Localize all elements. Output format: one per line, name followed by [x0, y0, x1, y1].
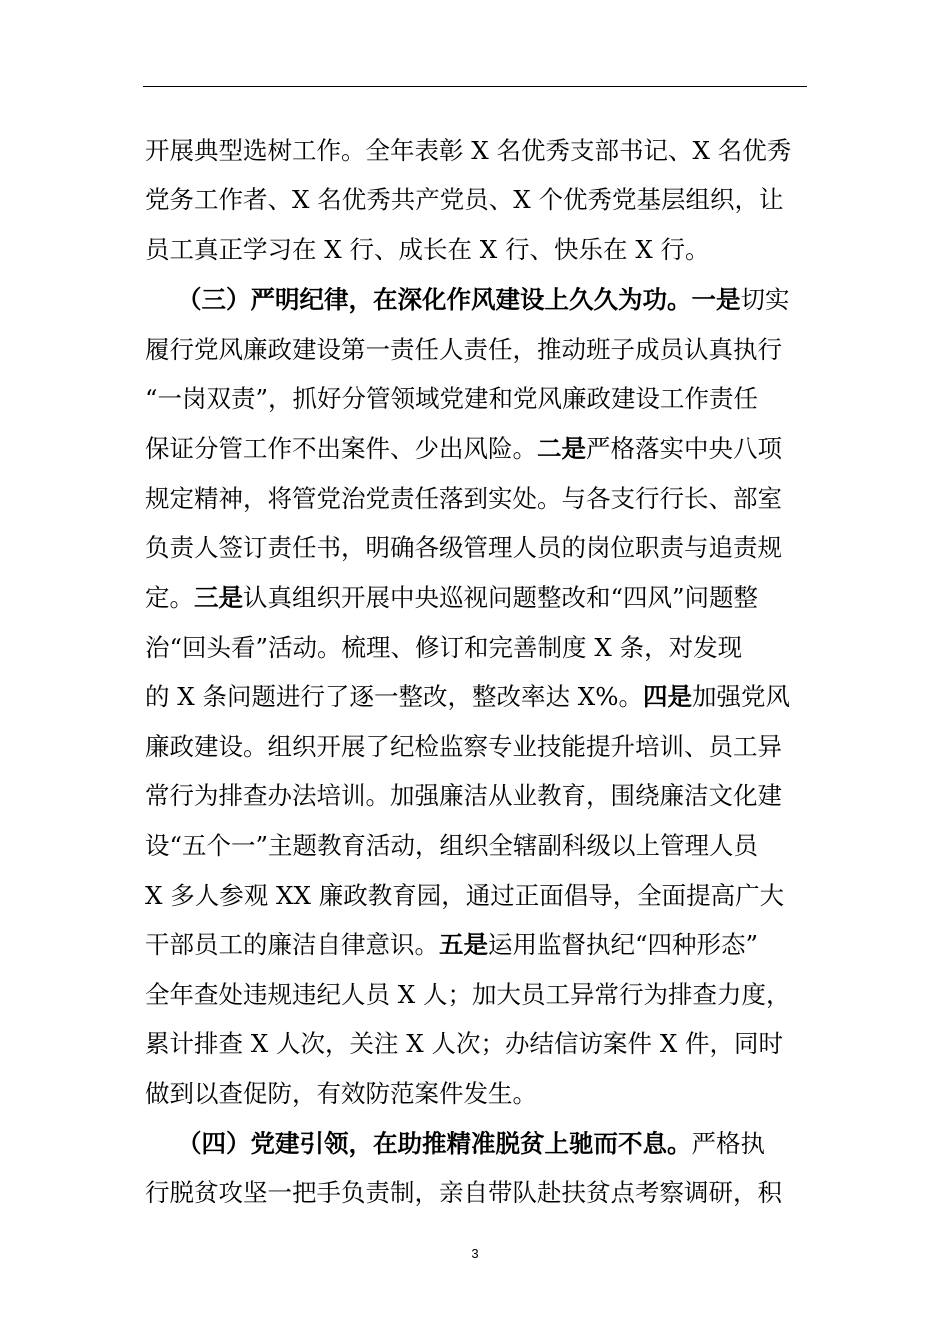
page-number: 3	[471, 1246, 479, 1261]
text-line	[145, 780, 782, 812]
text-line	[145, 184, 783, 216]
text-segment: 行脱贫攻坚一把手负责制，亲自带队赴扶贫点考察调研，积	[145, 1178, 782, 1207]
text-segment: 员工真正学习在 X 行、成长在 X 行、快乐在 X 行。	[145, 235, 710, 264]
text-line	[145, 731, 782, 763]
bold-phrase: （四）党建引领，在助推精准脱贫上驰而不息。	[177, 1129, 692, 1158]
header-rule	[143, 86, 807, 87]
text-segment: 做到以查促防，有效防范案件发生。	[145, 1079, 537, 1108]
text-segment: 开展典型选树工作。全年表彰 X 名优秀支部书记、X 名优秀	[145, 136, 792, 165]
text-line	[145, 1177, 782, 1209]
bold-phrase: （三）严明纪律，在深化作风建设上久久为功。一是	[177, 285, 741, 314]
text-segment: X 多人参观 XX 廉政教育园，通过正面倡导，全面提高广大	[145, 881, 785, 910]
text-segment: 全年查处违规违纪人员 X 人；加大员工异常行为排查力度，	[145, 980, 791, 1009]
text-line	[145, 433, 782, 465]
text-line	[145, 681, 790, 713]
text-segment: 运用监督执纪“四种形态”	[488, 930, 759, 959]
bold-phrase: 三是	[194, 583, 243, 612]
text-segment: 廉政建设。组织开展了纪检监察专业技能提升培训、员工异	[145, 732, 782, 761]
text-segment: 治“回头看”活动。梳理、修订和完善制度 X 条，对发现	[145, 633, 743, 662]
text-line	[145, 1078, 537, 1110]
text-segment: 认真组织开展中央巡视问题整改和“四风”问题整	[243, 583, 759, 612]
text-line	[145, 483, 782, 515]
text-line	[145, 532, 782, 564]
text-segment: 履行党风廉政建设第一责任人责任，推动班子成员认真执行	[145, 335, 782, 364]
text-segment: 常行为排查办法培训。加强廉洁从业教育，围绕廉洁文化建	[145, 781, 782, 810]
text-segment: 保证分管工作不出案件、少出风险。	[145, 434, 537, 463]
text-segment: 负责人签订责任书，明确各级管理人员的岗位职责与追责规	[145, 533, 782, 562]
bold-phrase: 五是	[439, 930, 488, 959]
text-segment: 定。	[145, 583, 194, 612]
text-segment: 设“五个一”主题教育活动，组织全辖副科级以上管理人员	[145, 831, 759, 860]
text-line	[145, 880, 784, 912]
text-line	[145, 929, 758, 961]
text-line	[177, 284, 790, 316]
text-line	[145, 830, 758, 862]
text-segment: 加强党风	[692, 682, 791, 711]
text-segment: 切实	[740, 285, 790, 314]
text-segment: 严格执	[691, 1129, 765, 1158]
text-line	[145, 582, 758, 614]
text-line	[177, 1128, 765, 1160]
text-line	[145, 135, 791, 167]
text-line	[145, 334, 782, 366]
text-line	[145, 383, 758, 415]
bold-phrase: 二是	[537, 434, 586, 463]
text-segment: 的 X 条问题进行了逐一整改，整改率达 X%。	[145, 682, 644, 711]
text-line	[145, 979, 791, 1011]
text-segment: 严格落实中央八项	[586, 434, 782, 463]
text-segment: 累计排查 X 人次，关注 X 人次；办结信访案件 X 件，同时	[145, 1029, 784, 1058]
text-segment: 干部员工的廉洁自律意识。	[145, 930, 439, 959]
text-segment: 党务工作者、X 名优秀共产党员、X 个优秀党基层组织，让	[145, 185, 784, 214]
text-segment: 规定精神，将管党治党责任落到实处。与各支行行长、部室	[145, 484, 782, 513]
text-segment: “一岗双责”，抓好分管领域党建和党风廉政建设工作责任	[145, 384, 759, 413]
text-line	[145, 234, 710, 266]
bold-phrase: 四是	[643, 682, 693, 711]
text-line	[145, 632, 742, 664]
text-line	[145, 1028, 783, 1060]
